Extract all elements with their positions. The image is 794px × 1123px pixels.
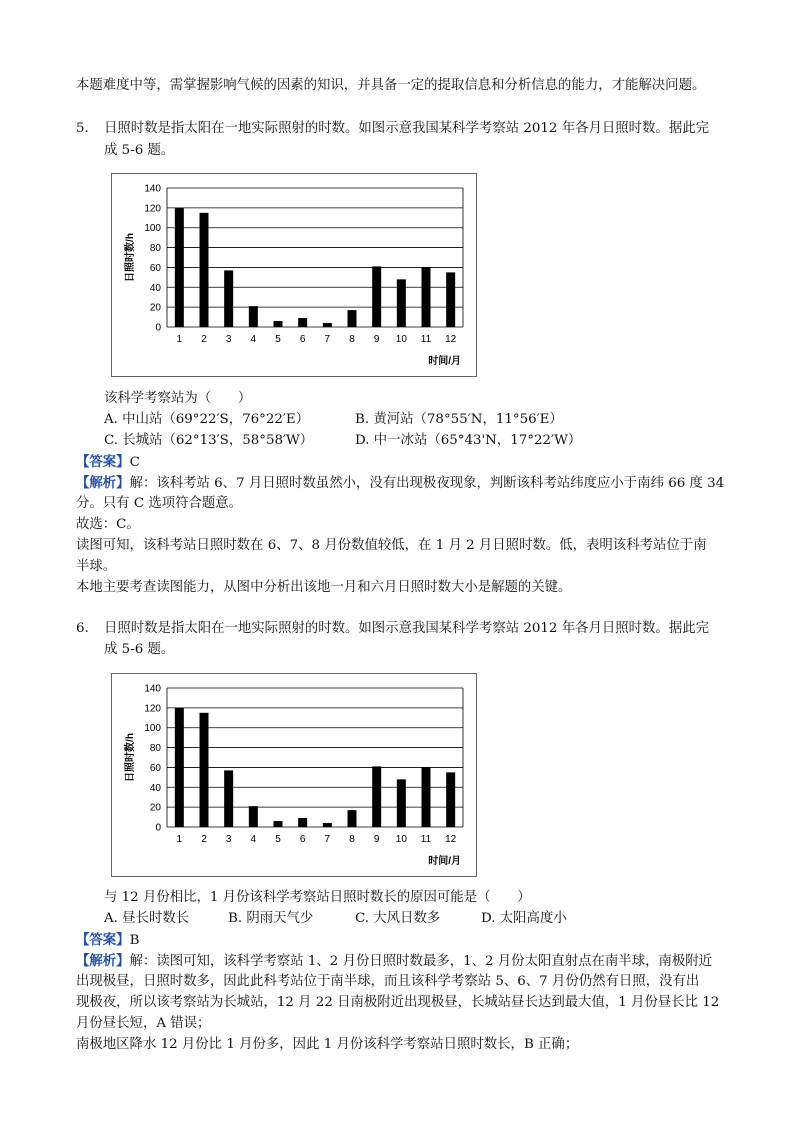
y-tick-label: 80 bbox=[149, 743, 161, 755]
bar bbox=[175, 208, 184, 327]
q5-answer-value: C bbox=[129, 455, 140, 470]
bar bbox=[274, 321, 283, 327]
q6-analysis-line2: 出现极昼，日照时数多，因此此科考站位于南半球，而且该科学考察站 5、6、7 月份仍然有日照，没有出 bbox=[76, 974, 700, 989]
answer-tag: 【答案】 bbox=[76, 932, 130, 948]
bar bbox=[175, 708, 184, 827]
x-tick-label: 4 bbox=[250, 334, 257, 345]
x-tick-label: 7 bbox=[324, 334, 331, 345]
y-tick-label: 0 bbox=[155, 822, 161, 834]
bar bbox=[397, 779, 406, 827]
x-tick-label: 6 bbox=[299, 834, 306, 845]
bar bbox=[446, 772, 455, 827]
q5-analysis-line5: 半球。 bbox=[76, 559, 117, 574]
x-tick-label: 6 bbox=[299, 334, 306, 345]
q5-answer bbox=[76, 453, 140, 472]
bar bbox=[274, 821, 283, 827]
q5-option-b: B. 黄河站（78°55′N，11°56′E） bbox=[355, 412, 563, 427]
y-tick-label: 140 bbox=[144, 183, 161, 195]
q6-analysis-line3: 现极夜，所以该考察站为长城站，12 月 22 日南极附近出现极昼，长城站昼长达到最大值，1 月份昼长比 12 bbox=[76, 995, 720, 1010]
x-tick-label: 11 bbox=[420, 334, 432, 345]
q5-analysis-line6: 本地主要考查读图能力，从图中分析出该地一月和六月日照时数大小是解题的关键。 bbox=[76, 580, 572, 595]
x-tick-label: 1 bbox=[176, 834, 183, 845]
bar bbox=[446, 272, 455, 327]
x-axis-label: 时间/月 bbox=[428, 856, 461, 867]
y-axis-label: 日照时数/h bbox=[125, 733, 136, 782]
bar bbox=[348, 310, 357, 327]
bar bbox=[422, 767, 431, 827]
answer-tag: 【答案】 bbox=[76, 454, 130, 470]
x-tick-label: 12 bbox=[445, 334, 457, 345]
q6-number: 6. bbox=[76, 621, 89, 636]
q5-analysis-line4: 读图可知，该科考站日照时数在 6、7、8 月份数值较低，在 1 月 2 月日照时数。低，表明该科考站位于南 bbox=[76, 538, 707, 553]
x-tick-label: 2 bbox=[201, 834, 207, 845]
bar bbox=[397, 279, 406, 327]
q6-question: 与 12 月份相比，1 月份该科学考察站日照时数长的原因可能是（ ） bbox=[104, 890, 531, 905]
q5-number: 5. bbox=[76, 121, 89, 136]
q6-option-b: B. 阴雨天气少 bbox=[228, 911, 314, 926]
q5-option-a: A. 中山站（69°22′S，76°22′E） bbox=[104, 412, 310, 427]
bar bbox=[298, 818, 307, 827]
q6-option-d: D. 太阳高度小 bbox=[481, 911, 567, 926]
bar bbox=[200, 713, 209, 827]
q5-analysis-line3: 故选：C。 bbox=[76, 517, 140, 532]
y-tick-label: 20 bbox=[149, 802, 161, 814]
q6-option-c: C. 大风日数多 bbox=[355, 911, 441, 926]
x-tick-label: 10 bbox=[395, 834, 407, 845]
y-tick-label: 100 bbox=[144, 223, 161, 235]
x-tick-label: 3 bbox=[225, 334, 232, 345]
bar bbox=[372, 766, 381, 827]
q6-analysis-line4: 月份昼长短，A 错误； bbox=[76, 1016, 211, 1031]
intro-text: 本题难度中等，需掌握影响气候的因素的知识，并具备一定的提取信息和分析信息的能力，才能解决问题。 bbox=[76, 78, 706, 93]
bar bbox=[224, 770, 233, 827]
x-tick-label: 8 bbox=[349, 334, 355, 345]
y-tick-label: 60 bbox=[149, 762, 161, 774]
analysis-tag: 【解析】 bbox=[76, 475, 130, 491]
bar bbox=[323, 823, 332, 827]
bar bbox=[323, 323, 332, 327]
y-tick-label: 100 bbox=[144, 723, 161, 735]
bar bbox=[372, 266, 381, 327]
y-axis-label: 日照时数/h bbox=[125, 233, 136, 282]
x-tick-label: 9 bbox=[373, 334, 380, 345]
y-tick-label: 40 bbox=[149, 282, 161, 294]
x-tick-label: 12 bbox=[445, 834, 457, 845]
x-tick-label: 2 bbox=[201, 334, 207, 345]
q6-answer-value: B bbox=[129, 933, 140, 948]
bar bbox=[298, 318, 307, 327]
x-tick-label: 9 bbox=[373, 834, 380, 845]
y-tick-label: 0 bbox=[155, 322, 161, 334]
y-tick-label: 140 bbox=[144, 683, 161, 695]
x-tick-label: 7 bbox=[324, 834, 331, 845]
x-axis-label: 时间/月 bbox=[428, 356, 461, 367]
bar bbox=[249, 306, 258, 327]
q6-analysis-line1: 【解析】解：读图可知，该科学考察站 1、2 月份日照时数最多，1、2 月份太阳直射点在南半球，南极附近 bbox=[76, 953, 713, 969]
x-tick-label: 5 bbox=[275, 334, 281, 345]
y-tick-label: 120 bbox=[144, 703, 161, 715]
q5-sunshine-chart bbox=[111, 173, 477, 377]
q5-question: 该科学考察站为（ ） bbox=[104, 391, 252, 406]
bar bbox=[200, 213, 209, 327]
y-tick-label: 20 bbox=[149, 302, 161, 314]
bar bbox=[224, 270, 233, 327]
q6-sunshine-chart bbox=[111, 673, 477, 877]
q5-analysis-line2: 分。只有 C 选项符合题意。 bbox=[76, 496, 243, 511]
bar bbox=[422, 267, 431, 327]
q6-answer bbox=[76, 931, 139, 950]
x-tick-label: 8 bbox=[349, 834, 355, 845]
y-tick-label: 60 bbox=[149, 262, 161, 274]
bar bbox=[249, 806, 258, 827]
q5-option-d: D. 中一冰站（65°43'N，17°22′W） bbox=[355, 433, 582, 448]
q5-option-c: C. 长城站（62°13′S，58°58′W） bbox=[104, 433, 314, 448]
q6-option-a: A. 昼长时数长 bbox=[104, 911, 190, 926]
y-tick-label: 40 bbox=[149, 782, 161, 794]
x-tick-label: 4 bbox=[250, 834, 257, 845]
x-tick-label: 3 bbox=[225, 834, 232, 845]
x-tick-label: 1 bbox=[176, 334, 183, 345]
q6-stem-line1: 日照时数是指太阳在一地实际照射的时数。如图示意我国某科学考察站 2012 年各月日照时数。据此完 bbox=[104, 621, 709, 636]
q5-stem-line1: 日照时数是指太阳在一地实际照射的时数。如图示意我国某科学考察站 2012 年各月日照时数。据此完 bbox=[104, 121, 709, 136]
chart-svg bbox=[111, 673, 477, 877]
q5-stem-line2: 成 5-6 题。 bbox=[104, 143, 175, 158]
y-tick-label: 120 bbox=[144, 203, 161, 215]
y-tick-label: 80 bbox=[149, 243, 161, 255]
x-tick-label: 10 bbox=[395, 334, 407, 345]
x-tick-label: 5 bbox=[275, 834, 281, 845]
q5-analysis-line1: 【解析】解：该科考站 6、7 月日照时数虽然小，没有出现极夜现象，判断该科考站纬度应小于南纬 66 度 34 bbox=[76, 475, 725, 491]
x-tick-label: 11 bbox=[420, 834, 432, 845]
analysis-tag: 【解析】 bbox=[76, 953, 130, 969]
q6-analysis-line5: 南极地区降水 12 月份比 1 月份多，因此 1 月份该科学考察站日照时数长，B 正确； bbox=[76, 1037, 579, 1052]
q6-stem-line2: 成 5-6 题。 bbox=[104, 642, 175, 657]
chart-svg bbox=[111, 173, 477, 377]
bar bbox=[348, 810, 357, 827]
